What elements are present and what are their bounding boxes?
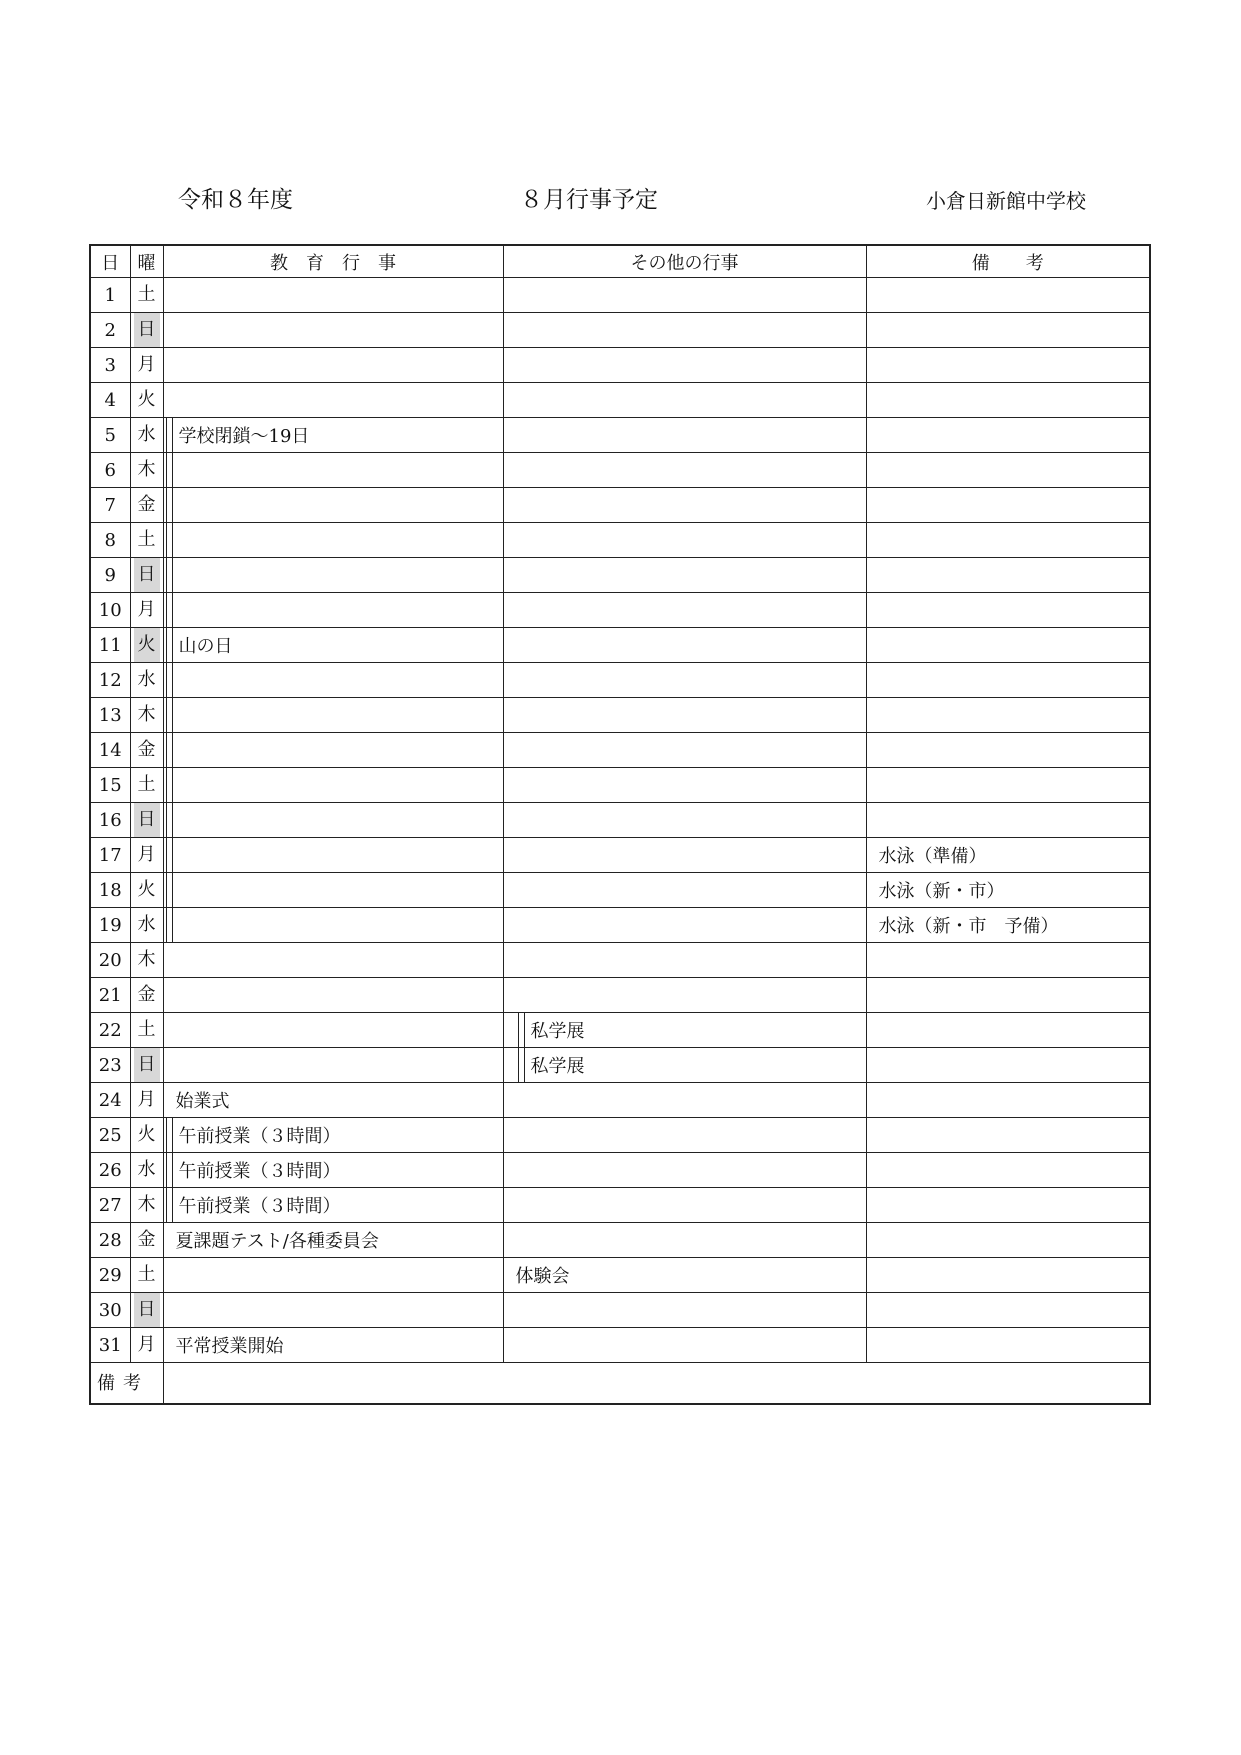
other-event-cell <box>503 348 866 383</box>
table-header-row <box>90 245 1150 278</box>
weekday-cell <box>130 1153 163 1188</box>
education-event-cell <box>163 558 503 593</box>
weekday-label: 金 <box>137 984 156 1005</box>
day-number: 19 <box>90 908 130 943</box>
remark-cell <box>866 1083 1150 1118</box>
weekday-label: 金 <box>137 494 156 515</box>
day-number: 30 <box>90 1293 130 1328</box>
day-number: 17 <box>90 838 130 873</box>
weekday-label: 日 <box>134 803 160 837</box>
footer-remarks-row <box>90 1363 1150 1405</box>
period-bracket-line <box>166 873 173 908</box>
table-row <box>90 768 1150 803</box>
table-row <box>90 418 1150 453</box>
remark-cell <box>866 943 1150 978</box>
weekday-label: 火 <box>137 1124 156 1145</box>
weekday-cell <box>130 1083 163 1118</box>
weekday-label: 月 <box>137 1089 156 1110</box>
education-event-cell <box>163 313 503 348</box>
table-row <box>90 453 1150 488</box>
education-event-text: 午前授業（３時間） <box>178 1196 341 1217</box>
weekday-cell <box>130 593 163 628</box>
education-event-cell <box>163 838 503 873</box>
weekday-label: 土 <box>137 774 156 795</box>
weekday-label: 月 <box>137 844 156 865</box>
table-row <box>90 558 1150 593</box>
education-event-text: 学校閉鎖～19日 <box>178 426 310 447</box>
education-event-cell <box>163 1328 503 1363</box>
period-bracket-line <box>518 1013 525 1048</box>
table-row <box>90 943 1150 978</box>
table-row <box>90 1188 1150 1223</box>
education-event-cell <box>163 733 503 768</box>
other-event-cell <box>503 628 866 663</box>
table-row <box>90 348 1150 383</box>
table-row <box>90 803 1150 838</box>
weekday-label: 木 <box>137 459 156 480</box>
day-number: 8 <box>90 523 130 558</box>
weekday-label: 土 <box>137 284 156 305</box>
other-event-cell <box>503 733 866 768</box>
day-number: 21 <box>90 978 130 1013</box>
education-event-cell <box>163 1188 503 1223</box>
other-event-cell <box>503 1258 866 1293</box>
table-row <box>90 488 1150 523</box>
period-bracket-line <box>166 663 173 698</box>
remark-cell <box>866 523 1150 558</box>
table-row <box>90 978 1150 1013</box>
day-number: 27 <box>90 1188 130 1223</box>
remark-cell <box>866 1048 1150 1083</box>
period-bracket-line <box>166 593 173 628</box>
table-row <box>90 1048 1150 1083</box>
weekday-cell <box>130 838 163 873</box>
other-event-cell <box>503 383 866 418</box>
remark-cell <box>866 1293 1150 1328</box>
footer-remarks-text <box>163 1363 1150 1405</box>
education-event-cell <box>163 488 503 523</box>
period-bracket-line <box>166 418 173 453</box>
remark-cell <box>866 1188 1150 1223</box>
education-event-cell <box>163 803 503 838</box>
other-event-cell <box>503 1083 866 1118</box>
period-bracket-line <box>166 733 173 768</box>
period-bracket-line <box>166 908 173 943</box>
day-number: 18 <box>90 873 130 908</box>
remark-cell: 水泳（新・市） <box>866 873 1150 908</box>
day-number: 26 <box>90 1153 130 1188</box>
education-event-text: 始業式 <box>175 1091 230 1112</box>
education-event-text: 夏課題テスト/各種委員会 <box>175 1231 379 1252</box>
weekday-cell <box>130 943 163 978</box>
day-number: 29 <box>90 1258 130 1293</box>
education-event-cell <box>163 908 503 943</box>
education-event-cell <box>163 348 503 383</box>
remark-cell <box>866 978 1150 1013</box>
other-event-cell <box>503 1118 866 1153</box>
period-bracket-line <box>166 838 173 873</box>
table-row <box>90 873 1150 908</box>
remark-cell <box>866 418 1150 453</box>
weekday-label: 水 <box>137 424 156 445</box>
other-event-cell <box>503 278 866 313</box>
day-number: 3 <box>90 348 130 383</box>
education-event-cell <box>163 628 503 663</box>
education-event-cell <box>163 943 503 978</box>
other-event-cell <box>503 663 866 698</box>
day-number: 28 <box>90 1223 130 1258</box>
day-number: 1 <box>90 278 130 313</box>
day-number: 23 <box>90 1048 130 1083</box>
period-bracket-line <box>166 768 173 803</box>
weekday-cell <box>130 908 163 943</box>
education-event-cell <box>163 278 503 313</box>
weekday-cell <box>130 698 163 733</box>
weekday-label: 水 <box>137 1159 156 1180</box>
weekday-cell <box>130 453 163 488</box>
weekday-cell <box>130 1258 163 1293</box>
remark-cell <box>866 628 1150 663</box>
table-row <box>90 1083 1150 1118</box>
weekday-cell <box>130 523 163 558</box>
remark-cell <box>866 488 1150 523</box>
education-event-cell <box>163 453 503 488</box>
remark-cell <box>866 1013 1150 1048</box>
table-row <box>90 1293 1150 1328</box>
day-number: 5 <box>90 418 130 453</box>
footer-remarks-label: 備考 <box>90 1363 163 1405</box>
day-number: 16 <box>90 803 130 838</box>
weekday-cell <box>130 418 163 453</box>
other-event-cell <box>503 908 866 943</box>
remark-cell <box>866 803 1150 838</box>
other-event-cell <box>503 558 866 593</box>
other-event-cell <box>503 873 866 908</box>
education-event-text: 午前授業（３時間） <box>178 1126 341 1147</box>
col-header-day: 日 <box>90 245 130 278</box>
table-row <box>90 628 1150 663</box>
other-event-text: 私学展 <box>530 1056 585 1077</box>
weekday-cell <box>130 733 163 768</box>
education-event-cell <box>163 1083 503 1118</box>
other-event-text: 体験会 <box>515 1266 570 1287</box>
table-row <box>90 383 1150 418</box>
remark-cell <box>866 733 1150 768</box>
schedule-table <box>89 244 1151 1405</box>
other-event-cell <box>503 1328 866 1363</box>
remark-cell <box>866 453 1150 488</box>
table-row <box>90 1258 1150 1293</box>
table-row <box>90 1223 1150 1258</box>
table-row <box>90 838 1150 873</box>
education-event-cell <box>163 873 503 908</box>
weekday-cell <box>130 348 163 383</box>
education-event-cell <box>163 593 503 628</box>
education-event-cell <box>163 1293 503 1328</box>
education-event-cell <box>163 418 503 453</box>
remark-cell <box>866 1153 1150 1188</box>
weekday-label: 日 <box>134 1048 160 1082</box>
day-number: 4 <box>90 383 130 418</box>
education-event-cell <box>163 523 503 558</box>
remark-cell <box>866 558 1150 593</box>
day-number: 31 <box>90 1328 130 1363</box>
weekday-label: 水 <box>137 914 156 935</box>
day-number: 22 <box>90 1013 130 1048</box>
other-event-cell <box>503 313 866 348</box>
remark-cell <box>866 313 1150 348</box>
other-event-cell <box>503 1153 866 1188</box>
table-row <box>90 593 1150 628</box>
day-number: 6 <box>90 453 130 488</box>
remark-cell <box>866 593 1150 628</box>
day-number: 20 <box>90 943 130 978</box>
other-event-cell <box>503 418 866 453</box>
remark-cell <box>866 1223 1150 1258</box>
education-event-cell <box>163 768 503 803</box>
school-name: 小倉日新館中学校 <box>926 189 1086 213</box>
period-bracket-line <box>166 488 173 523</box>
table-row <box>90 278 1150 313</box>
page-title: ８月行事予定 <box>520 187 658 213</box>
weekday-cell <box>130 803 163 838</box>
weekday-label: 日 <box>134 1293 160 1327</box>
other-event-cell <box>503 943 866 978</box>
other-event-cell <box>503 488 866 523</box>
education-event-cell <box>163 1258 503 1293</box>
table-row <box>90 663 1150 698</box>
table-row <box>90 313 1150 348</box>
education-event-cell <box>163 698 503 733</box>
weekday-cell <box>130 383 163 418</box>
weekday-cell <box>130 558 163 593</box>
education-event-text: 山の日 <box>178 636 233 657</box>
table-row <box>90 733 1150 768</box>
other-event-cell <box>503 593 866 628</box>
day-number: 9 <box>90 558 130 593</box>
period-bracket-line <box>166 628 173 663</box>
weekday-label: 日 <box>134 313 160 347</box>
education-event-cell <box>163 1153 503 1188</box>
other-event-cell <box>503 698 866 733</box>
weekday-cell <box>130 313 163 348</box>
weekday-cell <box>130 873 163 908</box>
table-row <box>90 1153 1150 1188</box>
day-number: 2 <box>90 313 130 348</box>
weekday-cell <box>130 1013 163 1048</box>
fiscal-year: 令和８年度 <box>178 187 293 213</box>
remark-cell <box>866 348 1150 383</box>
weekday-label: 土 <box>137 529 156 550</box>
table-row <box>90 1118 1150 1153</box>
education-event-cell <box>163 1118 503 1153</box>
weekday-label: 月 <box>137 354 156 375</box>
other-event-cell <box>503 838 866 873</box>
other-event-cell <box>503 1293 866 1328</box>
col-header-other-events: その他の行事 <box>503 245 866 278</box>
weekday-label: 月 <box>137 1334 156 1355</box>
other-event-cell <box>503 1188 866 1223</box>
weekday-label: 火 <box>137 879 156 900</box>
other-event-cell <box>503 453 866 488</box>
remark-cell <box>866 1258 1150 1293</box>
other-event-cell <box>503 978 866 1013</box>
day-number: 24 <box>90 1083 130 1118</box>
weekday-cell <box>130 628 163 663</box>
education-event-text: 午前授業（３時間） <box>178 1161 341 1182</box>
weekday-label: 土 <box>137 1019 156 1040</box>
col-header-weekday: 曜 <box>130 245 163 278</box>
col-header-education-events: 教 育 行 事 <box>163 245 503 278</box>
remark-cell <box>866 1118 1150 1153</box>
weekday-label: 日 <box>134 558 160 592</box>
weekday-cell <box>130 1223 163 1258</box>
other-event-cell <box>503 803 866 838</box>
weekday-label: 月 <box>137 599 156 620</box>
table-row <box>90 908 1150 943</box>
day-number: 11 <box>90 628 130 663</box>
weekday-cell <box>130 1048 163 1083</box>
education-event-cell <box>163 978 503 1013</box>
table-row <box>90 698 1150 733</box>
day-number: 7 <box>90 488 130 523</box>
period-bracket-line <box>166 558 173 593</box>
remark-cell <box>866 663 1150 698</box>
remark-cell <box>866 278 1150 313</box>
weekday-label: 火 <box>134 628 160 662</box>
weekday-cell <box>130 1188 163 1223</box>
period-bracket-line <box>166 1153 173 1188</box>
day-number: 25 <box>90 1118 130 1153</box>
day-number: 12 <box>90 663 130 698</box>
education-event-cell <box>163 1013 503 1048</box>
education-event-cell <box>163 663 503 698</box>
remark-cell <box>866 383 1150 418</box>
table-row <box>90 1328 1150 1363</box>
remark-cell <box>866 1328 1150 1363</box>
remark-cell <box>866 698 1150 733</box>
weekday-cell <box>130 488 163 523</box>
other-event-cell <box>503 523 866 558</box>
other-event-cell <box>503 1223 866 1258</box>
period-bracket-line <box>166 803 173 838</box>
weekday-label: 金 <box>137 1229 156 1250</box>
day-number: 10 <box>90 593 130 628</box>
table-row <box>90 523 1150 558</box>
remark-cell: 水泳（準備） <box>866 838 1150 873</box>
day-number: 13 <box>90 698 130 733</box>
weekday-cell <box>130 663 163 698</box>
remark-cell: 水泳（新・市 予備） <box>866 908 1150 943</box>
table-row <box>90 1013 1150 1048</box>
weekday-cell <box>130 978 163 1013</box>
education-event-cell <box>163 1048 503 1083</box>
col-header-remarks: 備 考 <box>866 245 1150 278</box>
other-event-text: 私学展 <box>530 1021 585 1042</box>
weekday-label: 木 <box>137 1194 156 1215</box>
period-bracket-line <box>166 1118 173 1153</box>
education-event-cell <box>163 383 503 418</box>
day-number: 15 <box>90 768 130 803</box>
weekday-cell <box>130 278 163 313</box>
other-event-cell <box>503 768 866 803</box>
period-bracket-line <box>166 1188 173 1223</box>
period-bracket-line <box>166 698 173 733</box>
weekday-label: 木 <box>137 949 156 970</box>
weekday-label: 火 <box>137 389 156 410</box>
weekday-label: 木 <box>137 704 156 725</box>
weekday-cell <box>130 768 163 803</box>
weekday-label: 土 <box>137 1264 156 1285</box>
weekday-label: 金 <box>137 739 156 760</box>
period-bracket-line <box>166 523 173 558</box>
weekday-label: 水 <box>137 669 156 690</box>
education-event-cell <box>163 1223 503 1258</box>
period-bracket-line <box>518 1048 525 1083</box>
remark-cell <box>866 768 1150 803</box>
weekday-cell <box>130 1118 163 1153</box>
period-bracket-line <box>166 453 173 488</box>
day-number: 14 <box>90 733 130 768</box>
weekday-cell <box>130 1328 163 1363</box>
other-event-cell <box>503 1013 866 1048</box>
education-event-text: 平常授業開始 <box>175 1336 284 1357</box>
weekday-cell <box>130 1293 163 1328</box>
other-event-cell <box>503 1048 866 1083</box>
